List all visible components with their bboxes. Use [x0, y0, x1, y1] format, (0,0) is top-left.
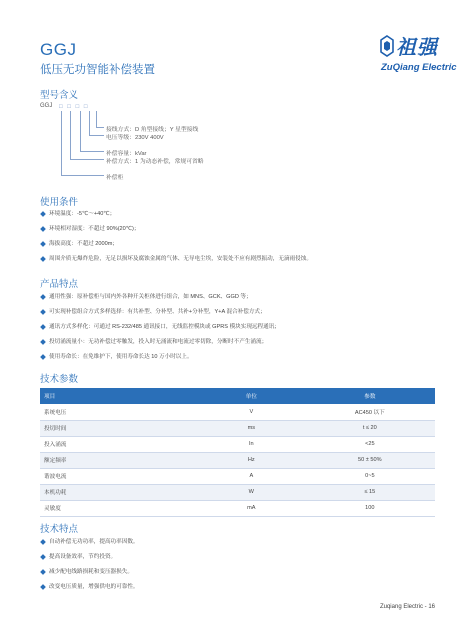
- list-item: [40, 224, 312, 239]
- model-box-2: □: [67, 104, 71, 110]
- features-list: [40, 292, 280, 367]
- conditions-list: [40, 209, 312, 269]
- table-row: [40, 436, 435, 452]
- model-explain-3: 补偿容量：kVar: [106, 151, 147, 157]
- table-cell: 投切时间: [40, 420, 198, 436]
- column-header: 项目: [40, 388, 198, 404]
- model-box-1: □: [59, 104, 63, 110]
- table-cell: 100: [305, 500, 435, 516]
- list-item: [40, 209, 312, 224]
- table-row: [40, 404, 435, 420]
- list-item-text: 投切涌流量小：无功补偿过零触发，投入时无涌流和电流过零切除，分断时不产生涌流；: [49, 339, 268, 345]
- column-header: 参数: [305, 388, 435, 404]
- list-item-text: 减少配电线路损耗和变压器损失。: [49, 569, 133, 575]
- model-bracket-line-5: [96, 111, 97, 127]
- list-item-text: 使用寿命长：在免维护下，使用寿命长达 10 万小时以上。: [49, 354, 193, 360]
- list-item-text: 通用性强：原补偿柜与国内外各种开关柜体进行组合，如 MNS、GCK、GGD 等；: [49, 294, 252, 300]
- bullet-diamond-icon: [40, 294, 46, 300]
- features-title: 产品特点: [40, 279, 79, 290]
- list-item-text: 可实现补偿组合方式多样选择：有共补型、分补型、共补+分补型，Y+A 混合补偿方式；: [49, 309, 266, 315]
- conditions-title: 使用条件: [40, 197, 79, 208]
- table-cell: A: [198, 468, 305, 484]
- table-cell: 投入涌流: [40, 436, 198, 452]
- page-title: GGJ: [40, 40, 77, 59]
- table-cell: mA: [198, 500, 305, 516]
- table-cell: 系统电压: [40, 404, 198, 420]
- table-row: [40, 500, 435, 516]
- table-cell: 本机功耗: [40, 484, 198, 500]
- params-title: 技术参数: [40, 374, 79, 385]
- model-connector-3: [80, 151, 104, 152]
- model-connector-4: [70, 159, 104, 160]
- model-box-3: □: [75, 104, 80, 110]
- page-subtitle: 低压无功智能补偿装置: [40, 64, 155, 76]
- model-box-4: □: [83, 104, 88, 110]
- table-cell: 谐波电流: [40, 468, 198, 484]
- list-item-text: 周围介质无爆炸危险，无足以损坏及腐蚀金属的气体、无导电尘埃，安装处不应有剧烈振动，无滴雨侵蚀。: [49, 256, 312, 262]
- model-connector-2: [89, 135, 104, 136]
- bullet-diamond-icon: [40, 324, 46, 330]
- model-connector-1: [96, 127, 104, 128]
- table-cell: 50 ± 50%: [305, 452, 435, 468]
- list-item: [40, 352, 280, 367]
- table-cell: Hz: [198, 452, 305, 468]
- model-boxes: [59, 104, 88, 110]
- table-cell: 0~5: [305, 468, 435, 484]
- table-cell: t ≤ 20: [305, 420, 435, 436]
- model-explain-1: 接线方式：D 角型接线；Y 星型接线: [106, 127, 199, 133]
- bullet-diamond-icon: [40, 256, 46, 262]
- list-item: [40, 552, 139, 567]
- brand-logo: [369, 29, 469, 79]
- table-header-row: [40, 388, 435, 404]
- table-cell: In: [198, 436, 305, 452]
- column-header: 单位: [198, 388, 305, 404]
- model-bracket-line-3: [80, 111, 81, 151]
- bullet-diamond-icon: [40, 554, 46, 560]
- table-row: [40, 420, 435, 436]
- bullet-diamond-icon: [40, 569, 46, 575]
- bullet-diamond-icon: [40, 354, 46, 360]
- model-explain-4: 补偿方式：1 为动态补偿，常规可省略: [106, 159, 204, 165]
- list-item-text: 海拔高度：不超过 2000m；: [49, 241, 119, 247]
- table-row: [40, 468, 435, 484]
- model-bracket-line-1: [61, 111, 62, 175]
- logo-cn-text: 祖强: [396, 35, 438, 59]
- list-item-text: 环境相对湿度：不超过 90%(20℃)；: [49, 226, 140, 232]
- table-cell: ≤ 15: [305, 484, 435, 500]
- table-cell: W: [198, 484, 305, 500]
- params-table: [40, 388, 435, 517]
- logo-en-text: ZuQiang Electric: [381, 62, 457, 73]
- table-row: [40, 484, 435, 500]
- model-bracket-line-4: [89, 111, 90, 135]
- model-code: [40, 103, 52, 109]
- bullet-diamond-icon: [40, 241, 46, 247]
- list-item: [40, 307, 280, 322]
- list-item-text: 改变电压质量，增强供电的可靠性。: [49, 584, 139, 590]
- bullet-diamond-icon: [40, 309, 46, 315]
- table-cell: 灵敏度: [40, 500, 198, 516]
- list-item: [40, 254, 312, 269]
- table-cell: AC450 以下: [305, 404, 435, 420]
- list-item: [40, 567, 139, 582]
- model-section-title: 型号含义: [40, 90, 79, 101]
- list-item: [40, 337, 280, 352]
- table-cell: 额定频率: [40, 452, 198, 468]
- table-cell: V: [198, 404, 305, 420]
- list-item: [40, 582, 139, 597]
- list-item-text: 提高设备效率，节约投资。: [49, 554, 117, 560]
- tech-title: 技术特点: [40, 524, 79, 535]
- list-item-text: 通讯方式多样化：可通过 RS-232/485 通讯接口，无线监控模块或 GPRS 模块实现远程通讯；: [49, 324, 280, 330]
- table-cell: ms: [198, 420, 305, 436]
- model-explain-2: 电压等级：230V 400V: [106, 135, 164, 141]
- bullet-diamond-icon: [40, 226, 46, 232]
- bullet-diamond-icon: [40, 339, 46, 345]
- list-item-text: 环境温度：-5℃～+40℃；: [49, 211, 116, 217]
- model-bracket-line-2: [70, 111, 71, 159]
- model-code-text: GGJ: [40, 103, 53, 109]
- list-item: [40, 239, 312, 254]
- list-item: [40, 292, 280, 307]
- bullet-diamond-icon: [40, 211, 46, 217]
- model-explain-5: 补偿柜: [106, 175, 124, 181]
- logo-mark-icon: [379, 35, 395, 57]
- bullet-diamond-icon: [40, 584, 46, 590]
- list-item-text: 自动补偿无功功率，提高功率因数。: [49, 539, 139, 545]
- table-row: [40, 452, 435, 468]
- model-connector-5: [61, 175, 104, 176]
- page-footer: Zuqiang Electric - 16: [379, 604, 435, 610]
- table-cell: <25: [305, 436, 435, 452]
- list-item: [40, 537, 139, 552]
- bullet-diamond-icon: [40, 539, 46, 545]
- tech-list: [40, 537, 139, 597]
- list-item: [40, 322, 280, 337]
